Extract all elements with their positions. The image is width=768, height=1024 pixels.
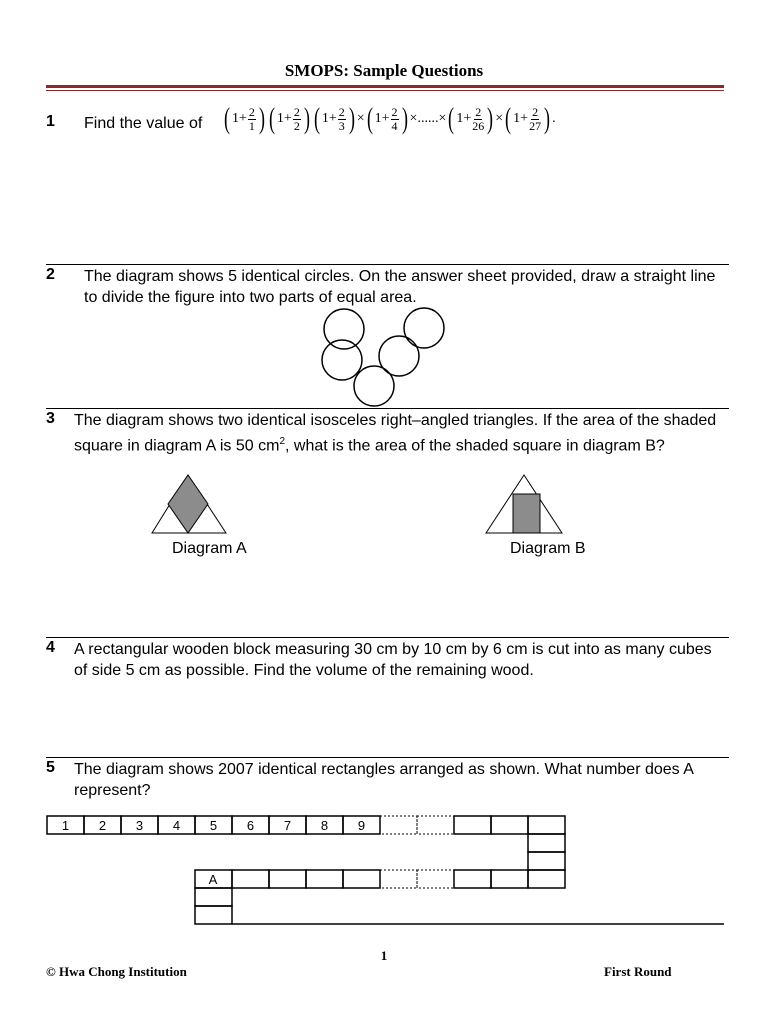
rectangle <box>491 870 528 888</box>
five-circles-diagram <box>310 300 460 412</box>
question-2-number: 2 <box>46 266 55 283</box>
row-number-label: 6 <box>246 818 255 833</box>
shaded-square <box>168 475 208 533</box>
header-rule <box>46 85 724 88</box>
fraction: $\frac{2}{1}$ <box>248 104 255 133</box>
row-number-label: 1 <box>61 818 70 833</box>
rectangle <box>491 816 528 834</box>
separator <box>46 264 729 265</box>
row-number-label: 3 <box>135 818 144 833</box>
circle <box>354 366 394 406</box>
diagram-a-label: Diagram A <box>172 540 247 557</box>
question-3-number: 3 <box>46 410 55 427</box>
fraction: $\frac{2}{3}$ <box>338 104 345 133</box>
question-2-text: The diagram shows 5 identical circles. On the answer sheet provided, draw a straight line to divide the figure into two parts of equal area. <box>84 268 716 306</box>
fraction: $\frac{2}{26}$ <box>472 104 485 133</box>
rectangle <box>528 852 565 870</box>
rectangle <box>195 888 232 906</box>
fraction: $\frac{2}{2}$ <box>293 104 300 133</box>
diagram-b-label: Diagram B <box>510 540 586 557</box>
rectangles-diagram <box>44 812 730 938</box>
a-label: A <box>208 872 218 887</box>
row-number-label: 2 <box>98 818 107 833</box>
row-number-label: 9 <box>357 818 366 833</box>
circle <box>324 309 364 349</box>
question-5-number: 5 <box>46 759 55 776</box>
rectangle <box>380 816 417 834</box>
rectangle <box>306 870 343 888</box>
row-number-label: 7 <box>283 818 292 833</box>
question-1-number: 1 <box>46 113 55 130</box>
footer-institution: © Hwa Chong Institution <box>46 964 187 979</box>
header-rule-thin <box>46 90 724 91</box>
question-4-number: 4 <box>46 639 55 656</box>
question-3-text: The diagram shows two identical isosceles right–angled triangles. If the area of the shaded square in diagram A is 50 $cm^2$, what is the area of the shaded square in diagram B? <box>74 412 717 455</box>
rectangle <box>528 816 565 834</box>
rectangle <box>195 906 232 924</box>
rectangle <box>454 816 491 834</box>
rectangle <box>232 870 269 888</box>
fraction: $\frac{2}{4}$ <box>391 104 398 133</box>
rectangle <box>417 816 454 834</box>
row-number-label: 4 <box>172 818 181 833</box>
footer-round: First Round <box>604 964 672 979</box>
page-title: SMOPS: Sample Questions <box>284 61 484 80</box>
separator <box>46 408 729 409</box>
shaded-square <box>513 494 540 533</box>
diagram-a <box>150 472 230 536</box>
diagram-b <box>485 472 565 536</box>
separator <box>46 637 729 638</box>
rectangle <box>343 870 380 888</box>
circle <box>322 340 362 380</box>
rectangle <box>269 870 306 888</box>
row-number-label: 8 <box>320 818 329 833</box>
question-4-text: A rectangular wooden block measuring 30 cm by 10 cm by 6 cm is cut into as many cubes of side 5 cm as possible. Find the volume of the remaining wood. <box>74 641 712 679</box>
question-5-text: The diagram shows 2007 identical rectangles arranged as shown. What number does A represent? <box>74 761 694 799</box>
rectangle <box>528 834 565 852</box>
rectangle <box>528 870 565 888</box>
circle <box>404 308 444 348</box>
page-number: 1 <box>380 948 388 963</box>
question-1-expression: ( 1+ $\frac{2}{1}$ ) ( 1+ $\frac{2}{2}$ ) ( 1+ $\frac{2}{3}$ ) ×( 1+ $\frac{2}{4}$ ) ×......×( 1+ $\frac{2}{26}$ ) ×( 1+ $\frac{2}{27}$ ) . <box>224 102 556 135</box>
fraction: $\frac{2}{27}$ <box>529 104 542 133</box>
separator <box>46 757 729 758</box>
rectangle <box>417 870 454 888</box>
question-1-text: Find the value of <box>84 115 203 132</box>
row-number-label: 5 <box>209 818 218 833</box>
rectangle <box>454 870 491 888</box>
rectangle <box>380 870 417 888</box>
